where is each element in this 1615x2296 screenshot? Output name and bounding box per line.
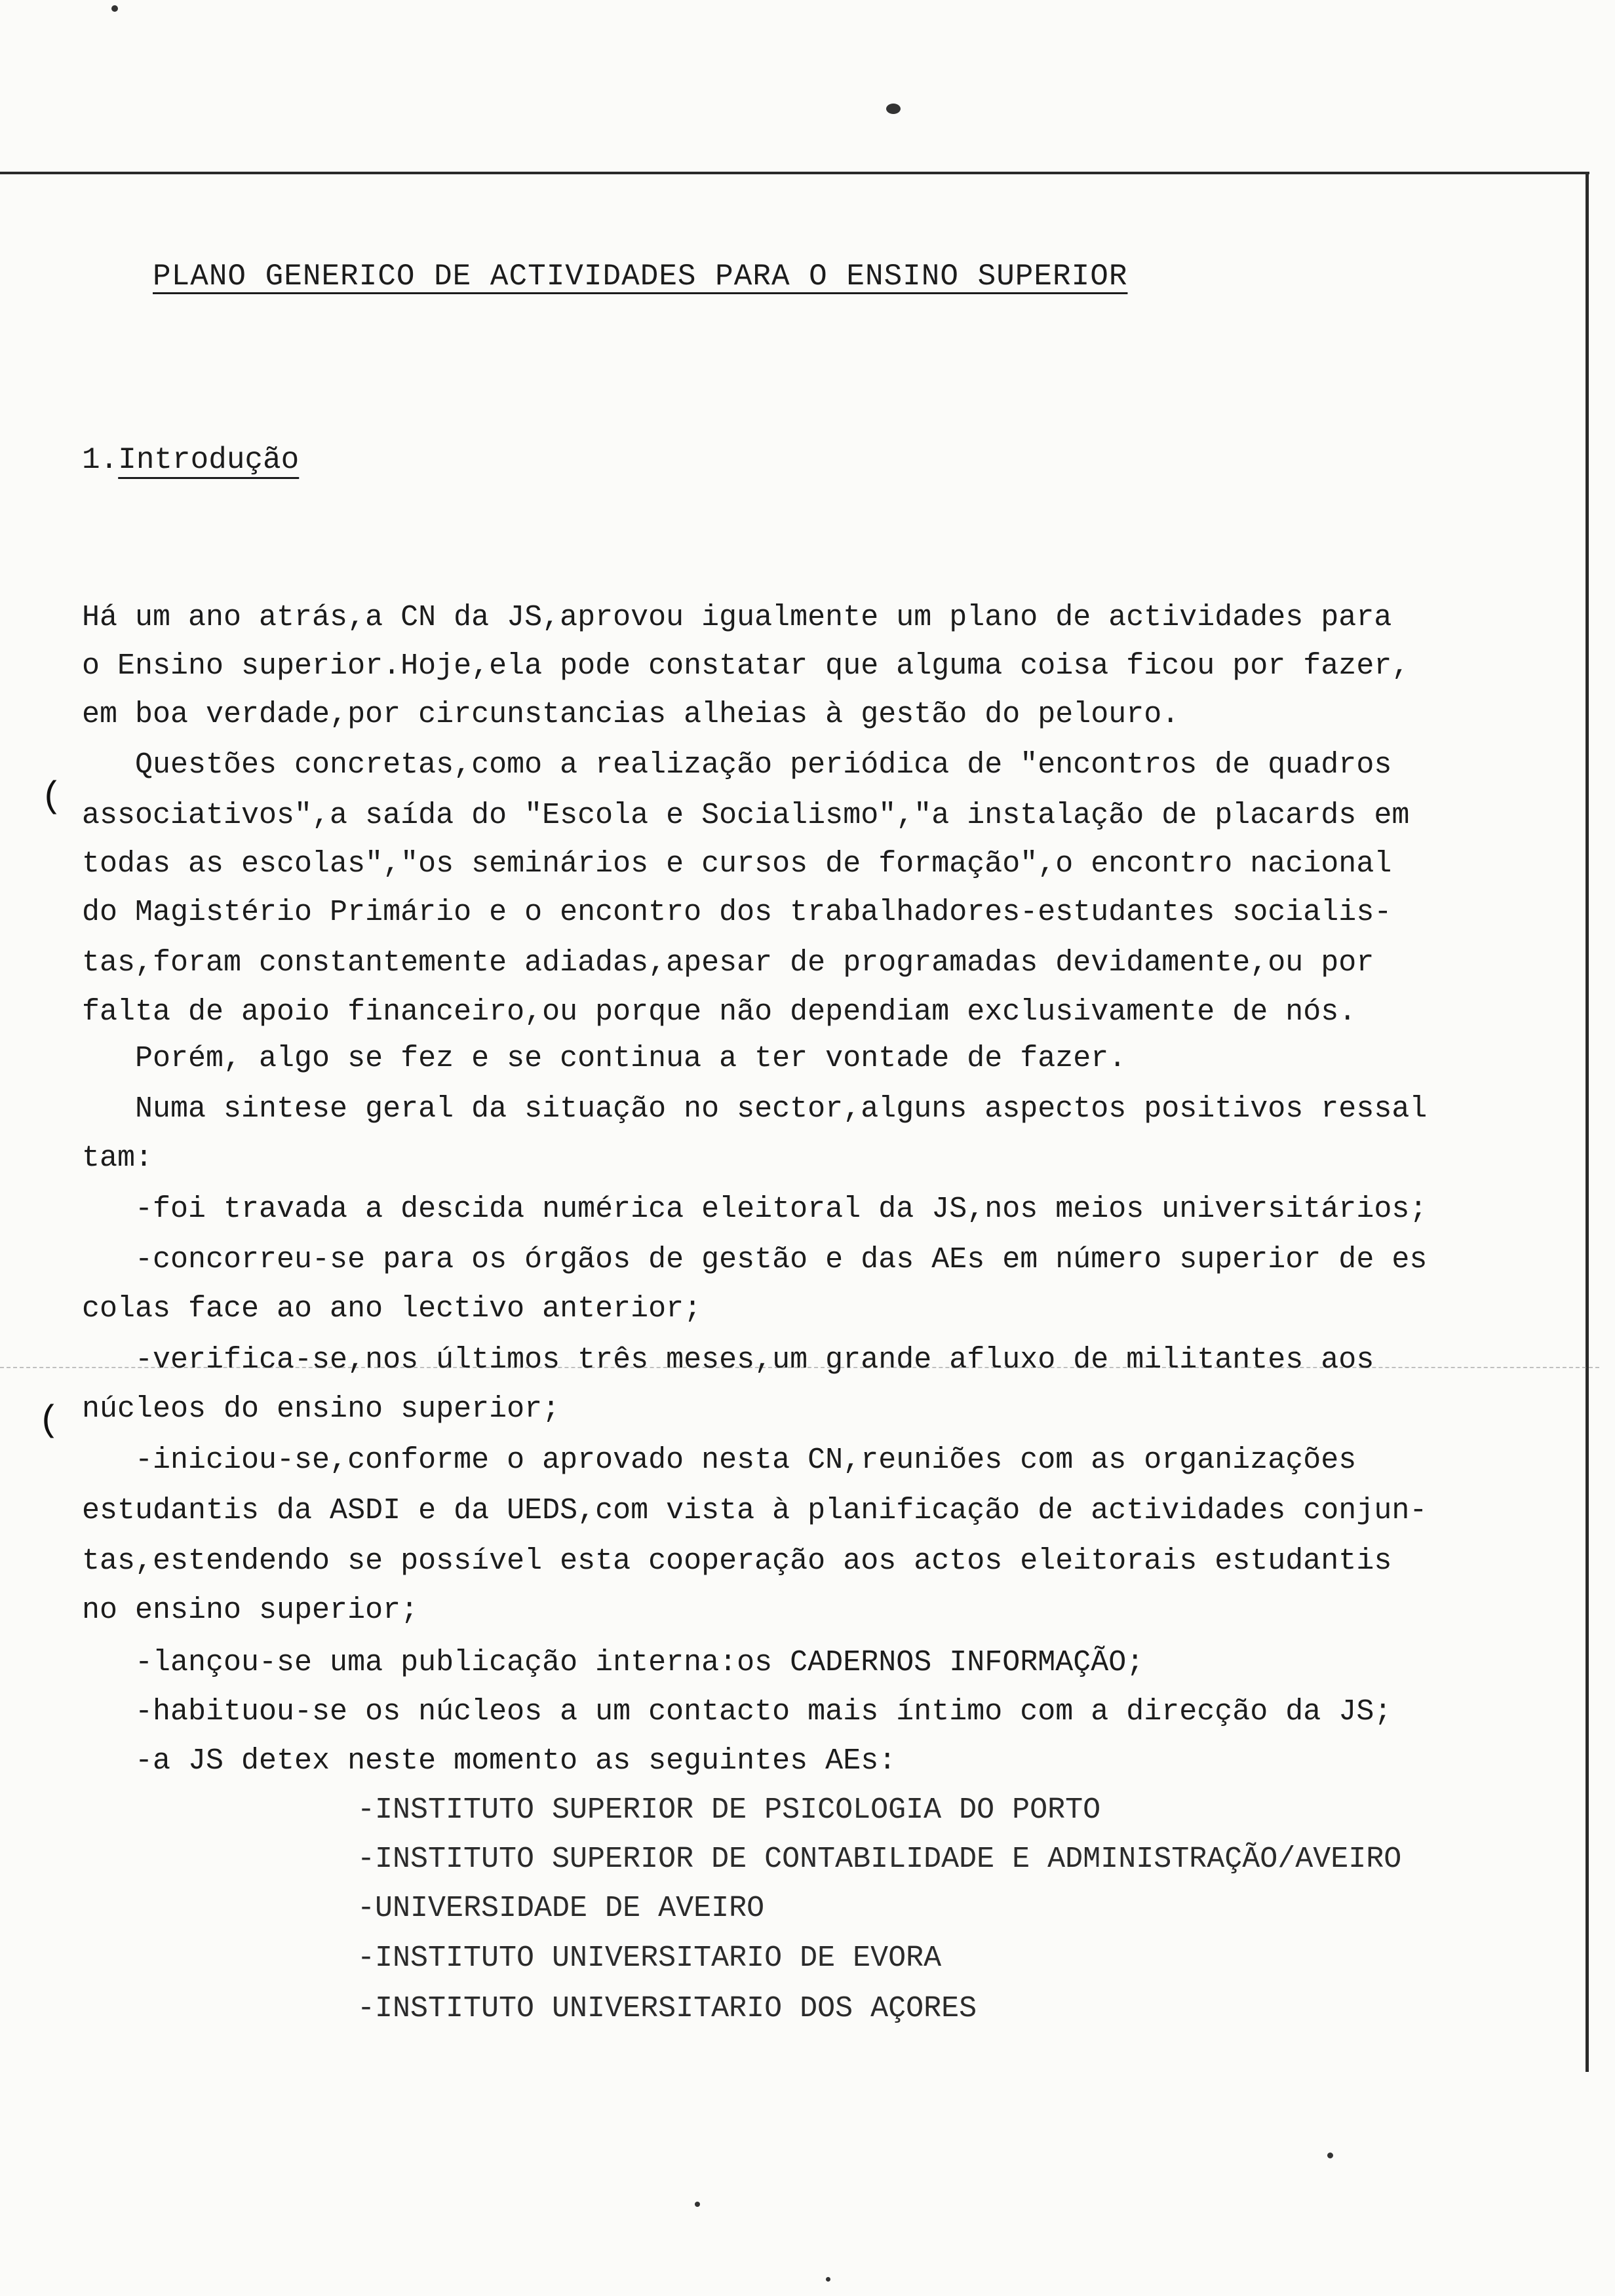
body-line: -iniciou-se,conforme o aprovado nesta CN,reuniões com as organizações bbox=[82, 1444, 1357, 1477]
institution-item: -INSTITUTO SUPERIOR DE PSICOLOGIA DO PORTO bbox=[357, 1793, 1101, 1827]
body-line: Há um ano atrás,a CN da JS,aprovou igualmente um plano de actividades para bbox=[82, 601, 1392, 634]
body-line: Questões concretas,como a realização periódica de "encontros de quadros bbox=[82, 748, 1392, 782]
scan-speck bbox=[1327, 2152, 1333, 2158]
body-line: tas,foram constantemente adiadas,apesar de programadas devidamente,ou por bbox=[82, 946, 1374, 980]
section-number: 1. bbox=[82, 443, 119, 477]
body-line: -habituou-se os núcleos a um contacto mais íntimo com a direcção da JS; bbox=[82, 1695, 1392, 1729]
body-line: -foi travada a descida numérica eleitoral da JS,nos meios universitários; bbox=[82, 1193, 1428, 1226]
institution-item: -INSTITUTO UNIVERSITARIO DE EVORA bbox=[357, 1942, 942, 1975]
section-heading bbox=[82, 443, 299, 477]
body-line: tas,estendendo se possível esta cooperação aos actos eleitorais estudantis bbox=[82, 1544, 1392, 1578]
scan-speck bbox=[111, 5, 118, 12]
top-border-line bbox=[0, 172, 1589, 174]
body-line: Porém, algo se fez e se continua a ter vontade de fazer. bbox=[82, 1042, 1127, 1075]
scan-speck bbox=[826, 2277, 830, 2282]
body-line: tam: bbox=[82, 1141, 153, 1175]
body-line: em boa verdade,por circunstancias alheias à gestão do pelouro. bbox=[82, 698, 1180, 731]
body-line: -a JS detex neste momento as seguintes AEs: bbox=[82, 1744, 897, 1778]
scan-speck bbox=[886, 104, 901, 114]
institution-item: -INSTITUTO SUPERIOR DE CONTABILIDADE E ADMINISTRAÇÃO/AVEIRO bbox=[357, 1843, 1402, 1876]
right-border-line bbox=[1586, 172, 1589, 2072]
body-line: o Ensino superior.Hoje,ela pode constatar que alguma coisa ficou por fazer, bbox=[82, 649, 1410, 683]
section-label: Introdução bbox=[118, 443, 300, 477]
body-line: -verifica-se,nos últimos três meses,um grande afluxo de militantes aos bbox=[82, 1343, 1374, 1377]
body-line: -lançou-se uma publicação interna:os CADERNOS INFORMAÇÃO; bbox=[82, 1646, 1144, 1679]
body-line: colas face ao ano lectivo anterior; bbox=[82, 1292, 702, 1326]
body-line: todas as escolas","os seminários e cursos de formação",o encontro nacional bbox=[82, 847, 1392, 881]
body-line: núcleos do ensino superior; bbox=[82, 1392, 560, 1426]
body-line: no ensino superior; bbox=[82, 1594, 419, 1627]
scan-speck bbox=[695, 2202, 700, 2207]
body-line: estudantis da ASDI e da UEDS,com vista à planificação de actividades conjun- bbox=[82, 1494, 1428, 1527]
body-line: falta de apoio financeiro,ou porque não dependiam exclusivamente de nós. bbox=[82, 995, 1357, 1029]
body-line: -concorreu-se para os órgãos de gestão e das AEs em número superior de es bbox=[82, 1243, 1428, 1276]
body-line: do Magistério Primário e o encontro dos trabalhadores-estudantes socialis- bbox=[82, 896, 1392, 929]
body-line: Numa sintese geral da situação no sector,alguns aspectos positivos ressal bbox=[82, 1092, 1428, 1126]
margin-bracket-mark: ( bbox=[41, 776, 63, 818]
body-line: associativos",a saída do "Escola e Socialismo","a instalação de placards em bbox=[82, 799, 1410, 832]
institution-item: -INSTITUTO UNIVERSITARIO DOS AÇORES bbox=[357, 1992, 977, 2025]
margin-bracket-mark: ( bbox=[38, 1400, 60, 1442]
document-title: PLANO GENERICO DE ACTIVIDADES PARA O ENSINO SUPERIOR bbox=[153, 259, 1128, 294]
institution-item: -UNIVERSIDADE DE AVEIRO bbox=[357, 1892, 765, 1925]
